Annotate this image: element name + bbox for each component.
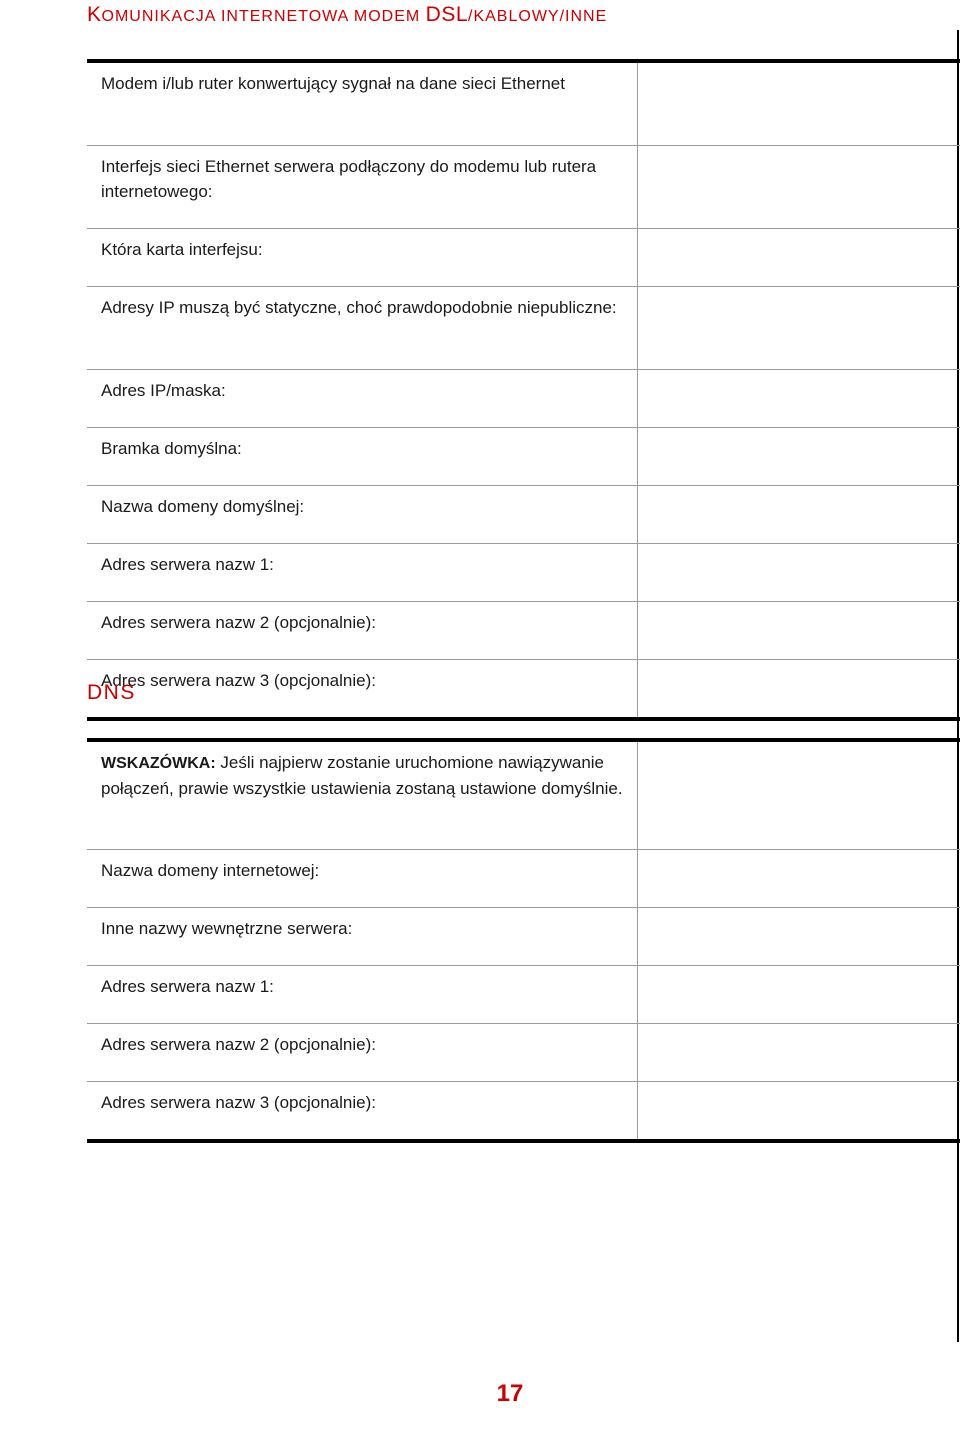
table-row [87,428,960,486]
tip-label: WSKAZÓWKA: [101,755,216,772]
field-value-static-ip-note[interactable] [638,287,960,370]
field-label: Interfejs sieci Ethernet serwera podłączony do modemu lub rutera internetowego: [87,146,638,229]
field-label: Adres IP/maska: [87,370,638,428]
field-label: Adres serwera nazw 2 (opcjonalnie): [87,1024,638,1082]
field-label: Nazwa domeny domyślnej: [87,486,638,544]
field-label: Adres serwera nazw 1: [87,966,638,1024]
internet-settings-table [87,59,960,721]
section-title-dns: DNS [87,681,136,704]
field-value-nameserver-2[interactable] [638,602,960,660]
field-value-ip-mask[interactable] [638,370,960,428]
field-label: Modem i/lub ruter konwertujący sygnał na dane sieci Ethernet [87,61,638,146]
field-label: Adresy IP muszą być statyczne, choć prawdopodobnie niepubliczne: [87,287,638,370]
section-title-internet: KOMUNIKACJA INTERNETOWA MODEM DSL/KABLOWY/INNE [87,3,608,26]
field-value-dns-nameserver-2[interactable] [638,1024,960,1082]
tip-cell [87,740,638,850]
table-row [87,146,960,229]
table-row [87,229,960,287]
table-row [87,370,960,428]
field-label: Inne nazwy wewnętrzne serwera: [87,908,638,966]
table-row [87,486,960,544]
table-row [87,850,960,908]
field-label: Adres serwera nazw 2 (opcjonalnie): [87,602,638,660]
field-label: Bramka domyślna: [87,428,638,486]
field-value-interface-card[interactable] [638,229,960,287]
field-value-default-domain[interactable] [638,486,960,544]
table-row [87,740,960,850]
field-value-ethernet-interface[interactable] [638,146,960,229]
tip-text: Jeśli najpierw zostanie uruchomione nawiązywanie połączeń, prawie wszystkie ustawienia zostaną ustawione domyślnie. [101,753,623,798]
field-label: Nazwa domeny internetowej: [87,850,638,908]
field-value-nameserver-3[interactable] [638,660,960,720]
table-row [87,1082,960,1142]
table-row [87,602,960,660]
field-label: Która karta interfejsu: [87,229,638,287]
field-label: Adres serwera nazw 1: [87,544,638,602]
field-value-gateway[interactable] [638,428,960,486]
table-row [87,966,960,1024]
field-label: Adres serwera nazw 3 (opcjonalnie): [87,1082,638,1142]
field-value-dns-nameserver-3[interactable] [638,1082,960,1142]
dns-settings-table [87,738,960,1143]
field-value-internet-domain[interactable] [638,850,960,908]
table-row [87,287,960,370]
table-row [87,1024,960,1082]
field-value-dns-nameserver-1[interactable] [638,966,960,1024]
table-row [87,908,960,966]
field-value-tip [638,740,960,850]
page-number: 17 [496,1380,524,1407]
field-value-internal-names[interactable] [638,908,960,966]
table-row [87,544,960,602]
field-label: Adres serwera nazw 3 (opcjonalnie): [87,660,638,720]
field-value-nameserver-1[interactable] [638,544,960,602]
table-row [87,61,960,146]
table-row [87,660,960,720]
field-value-modem[interactable] [638,61,960,146]
